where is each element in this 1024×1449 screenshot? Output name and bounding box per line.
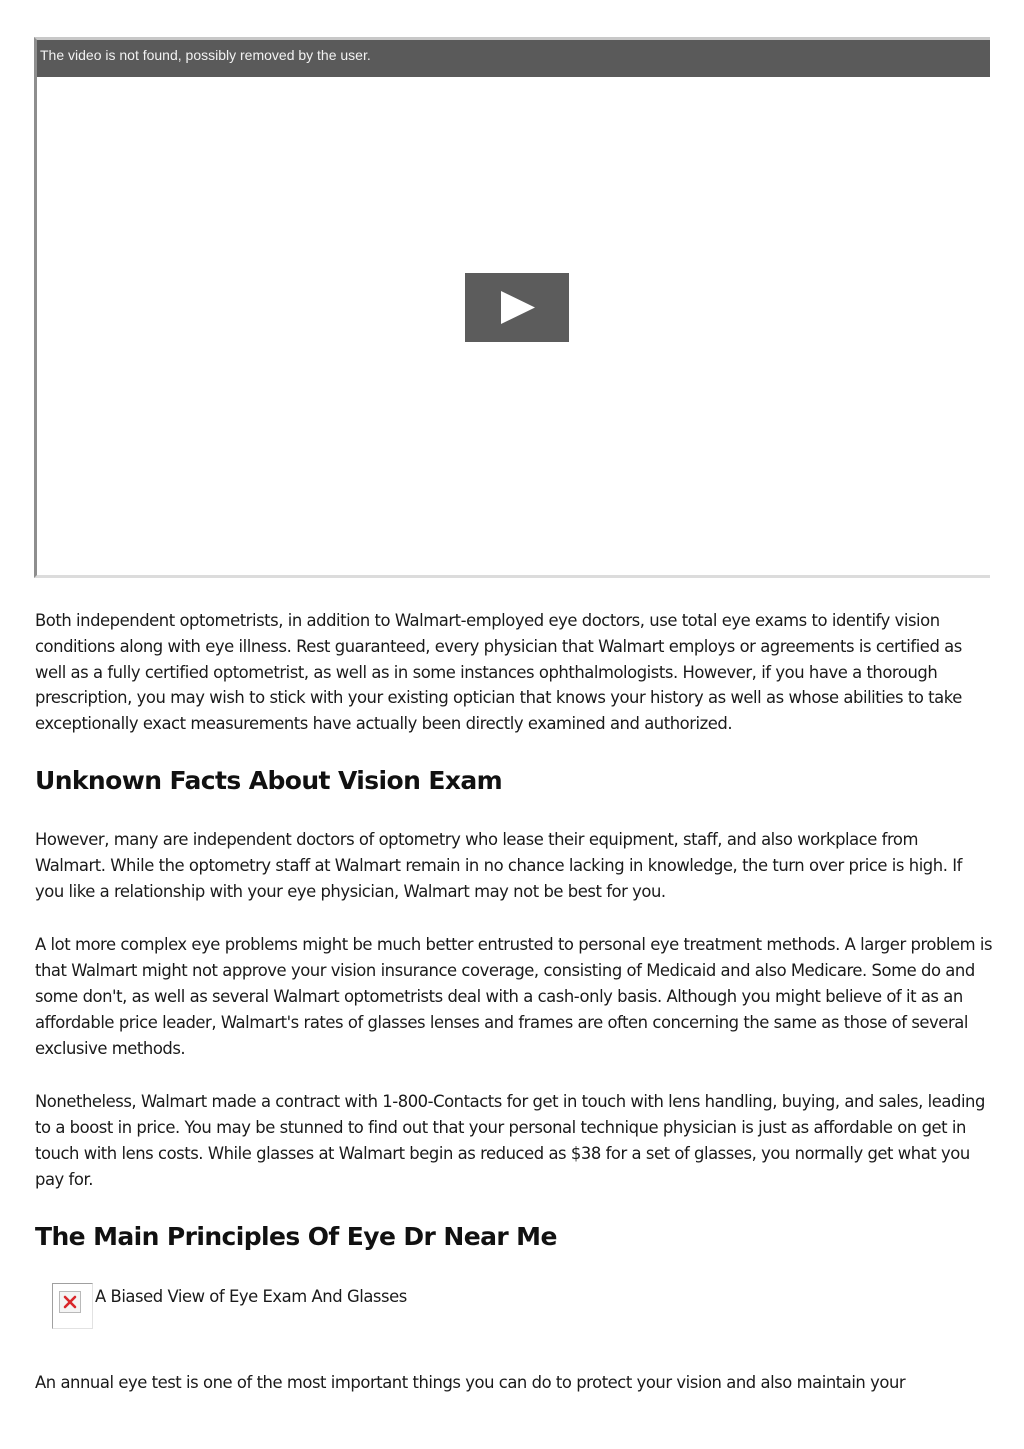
video-error-bar	[37, 40, 990, 77]
article-paragraph: Both independent optometrists, in addition to Walmart-employed eye doctors, use total eye exams to identify vision conditions along with eye illness. Rest guaranteed, every physician that Walmart employs or agreements is certified as well as a fully certified optometrist, as well as in some instances ophthalmologists. However, if you have a thorough prescription, you may wish to stick with your existing optician that knows your history as well as whose abilities to take exceptionally exact measurements have actually been directly examined and authorized.	[35, 611, 962, 734]
section-heading: The Main Principles Of Eye Dr Near Me	[35, 1221, 557, 1251]
play-button[interactable]	[465, 273, 569, 342]
section-heading: Unknown Facts About Vision Exam	[35, 765, 503, 795]
video-player[interactable]	[34, 37, 990, 578]
article-paragraph: Nonetheless, Walmart made a contract with 1-800-Contacts for get in touch with lens handling, buying, and sales, leading to a boost in price. You may be stunned to find out that your personal technique physician is just as affordable on get in touch with lens costs. While glasses at Walmart begin as reduced as $38 for a set of glasses, you normally get what you pay for.	[35, 1092, 985, 1189]
article-body	[35, 608, 993, 1395]
article-paragraph: However, many are independent doctors of optometry who lease their equipment, staff, and also workplace from Walmart. While the optometry staff at Walmart remain in no chance lacking in knowledge, the turn over price is high. If you like a relationship with your eye physician, Walmart may not be best for you.	[35, 829, 962, 901]
video-error-message: The video is not found, possibly removed by the user.	[40, 47, 371, 63]
article-paragraph: A lot more complex eye problems might be much better entrusted to personal eye treatment methods. A larger problem is that Walmart might not approve your vision insurance coverage, consisting of Medicaid and also Medicare. Some do and some don't, as well as several Walmart optometrists deal with a cash-only basis. Although you might believe of it as an affordable price leader, Walmart's rates of glasses lenses and frames are often concerning the same as those of several exclusive methods.	[35, 935, 993, 1058]
article-paragraph: An annual eye test is one of the most important things you can do to protect your vision and also maintain your	[35, 1372, 906, 1392]
image-frame	[52, 1283, 93, 1329]
broken-image-icon	[59, 1291, 81, 1313]
play-icon	[465, 273, 569, 342]
image-alt-text: A Biased View of Eye Exam And Glasses	[95, 1286, 407, 1306]
article-image	[52, 1283, 993, 1331]
